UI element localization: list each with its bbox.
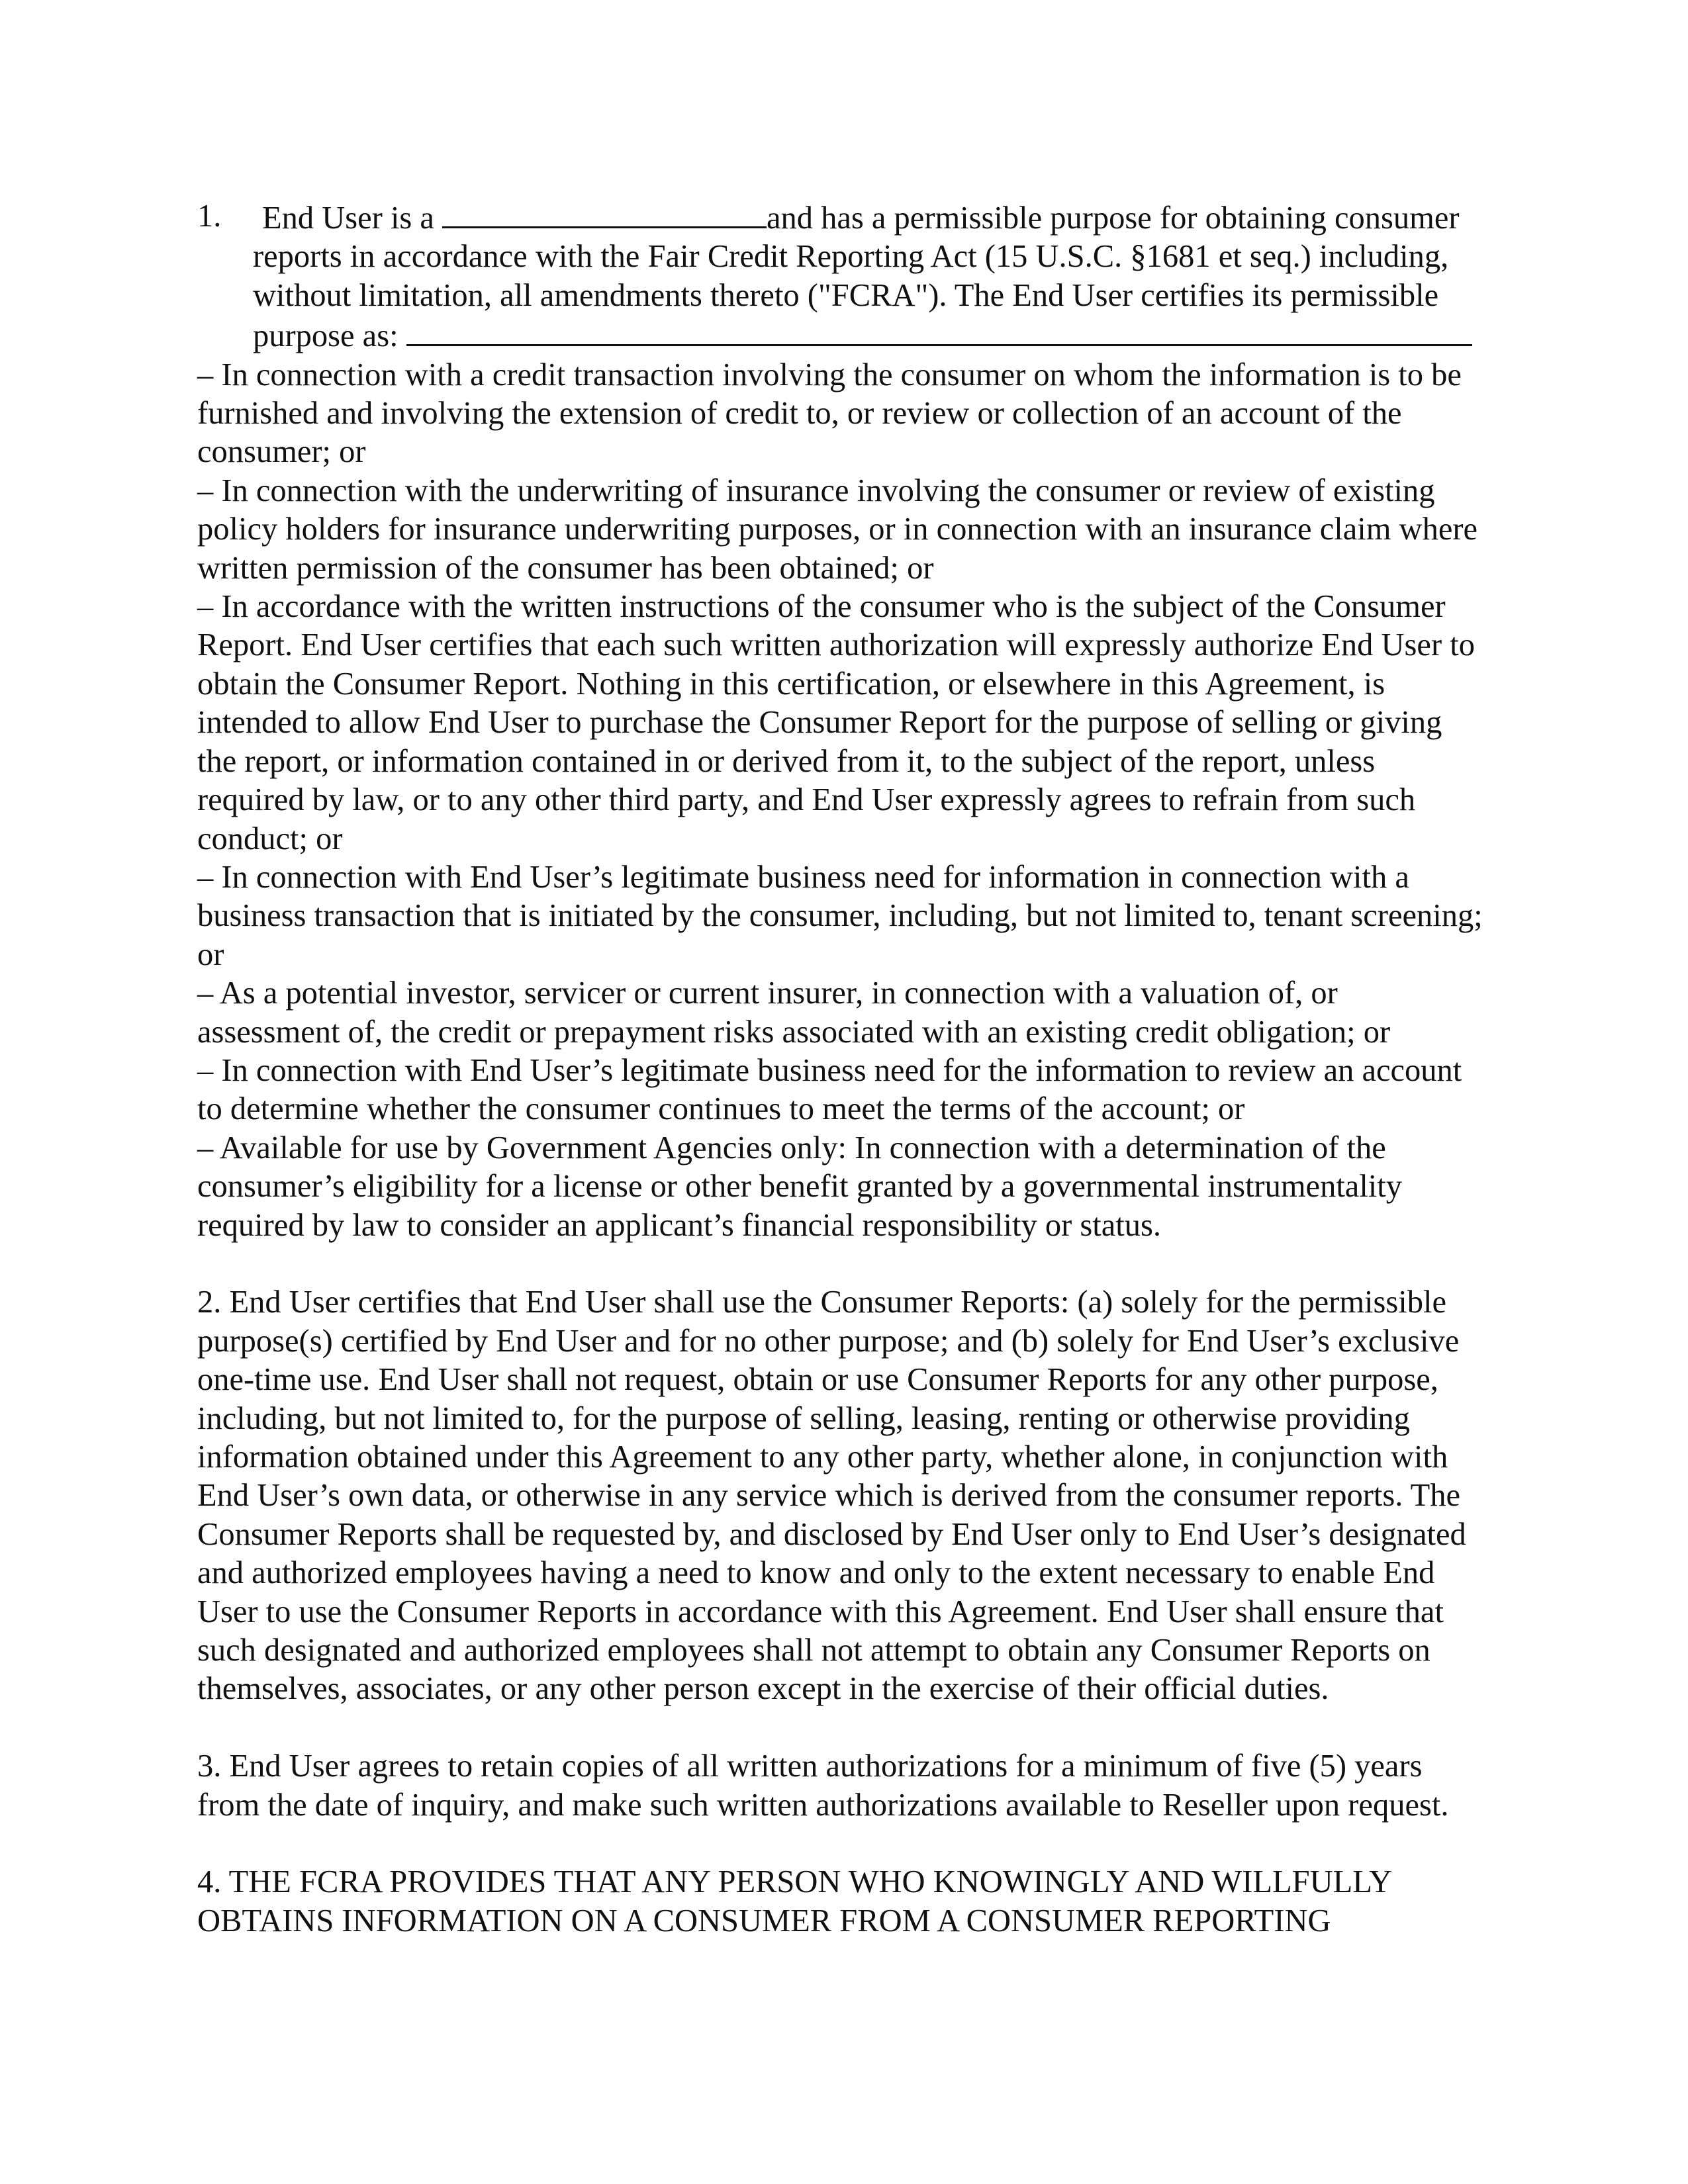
purpose-written-instructions: – In accordance with the written instructions of the consumer who is the subject of the Consumer Report. End User certifies that each such written authorization will expressly authorize End User to obtain the Consumer Report. Nothing in this certification, or elsewhere in this Agreement, is intended to allow End User to purchase the Consumer Report for the purpose of selling or giving the report, or information contained in or derived from it, to the subject of the report, unless required by law, or to any other third party, and End User expressly agrees to refrain from such conduct; or [197, 589, 1475, 856]
purpose-government-agencies: – Available for use by Government Agencies only: In connection with a determination of the consumer’s eligibility for a license or other benefit granted by a governmental instrumentality required by law to consider an applicant’s financial responsibility or status. [197, 1130, 1403, 1243]
purpose-credit-transaction: – In connection with a credit transaction involving the consumer on whom the information is to be furnished and involving the extension of credit to, or review or collection of an account of the consumer; or [197, 357, 1462, 470]
purpose-business-transaction: – In connection with End User’s legitimate business need for information in connection with a business transaction that is initiated by the consumer, including, but not limited to, tenant screening; or [197, 859, 1483, 972]
purpose-investor-valuation: – As a potential investor, servicer or current insurer, in connection with a valuation of, or assessment of, the credit or prepayment risks associated with an existing credit obligation; or [197, 976, 1391, 1050]
section-1-intro-rest: and has a permissible purpose for obtaining consumer reports in accordance with the Fair Credit Reporting Act (15 U.S.C. §1681 et seq.) including, without limitation, all amendments thereto ("FCRA"). The End User certifies its permissible purpose as: [253, 201, 1460, 354]
section-2: 2. End User certifies that End User shall use the Consumer Reports: (a) solely for the permissible purpose(s) certified by End User and for no other purpose; and (b) solely for End User’s exclusive one-time use. End User shall not request, obtain or use Consumer Reports for any other purpose, including, but not limited to, for the purpose of selling, leasing, renting or otherwise providing information obtained under this Agreement to any other party, whether alone, in conjunction with End User’s own data, or otherwise in any service which is derived from the consumer reports. The Consumer Reports shall be requested by, and disclosed by End User only to End User’s designated and authorized employees having a need to know and only to the extent necessary to enable End User to use the Consumer Reports in accordance with this Agreement. End User shall ensure that such designated and authorized employees shall not attempt to obtain any Consumer Reports on themselves, associates, or any other person except in the exercise of their official duties. [197, 1285, 1466, 1707]
section-1-intro-start: End User is a [262, 201, 434, 236]
section-1-number: 1. [197, 199, 222, 234]
purpose-insurance-underwriting: – In connection with the underwriting of insurance involving the consumer or review of existing policy holders for insurance underwriting purposes, or in connection with an insurance claim where written permission of the consumer has been obtained; or [197, 473, 1478, 586]
document-body [197, 197, 1488, 1940]
permissible-purpose-blank[interactable] [406, 315, 1472, 346]
section-3: 3. End User agrees to retain copies of all written authorizations for a minimum of five (5) years from the date of inquiry, and make such written authorizations available to Reseller upon request. [197, 1749, 1449, 1823]
purpose-account-review: – In connection with End User’s legitimate business need for the information to review an account to determine whether the consumer continues to meet the terms of the account; or [197, 1052, 1462, 1127]
end-user-type-blank[interactable] [442, 197, 767, 228]
section-1 [197, 197, 1488, 356]
section-4: 4. THE FCRA PROVIDES THAT ANY PERSON WHO KNOWINGLY AND WILLFULLY OBTAINS INFORMATION ON A CONSUMER FROM A CONSUMER REPORTING [197, 1864, 1391, 1938]
